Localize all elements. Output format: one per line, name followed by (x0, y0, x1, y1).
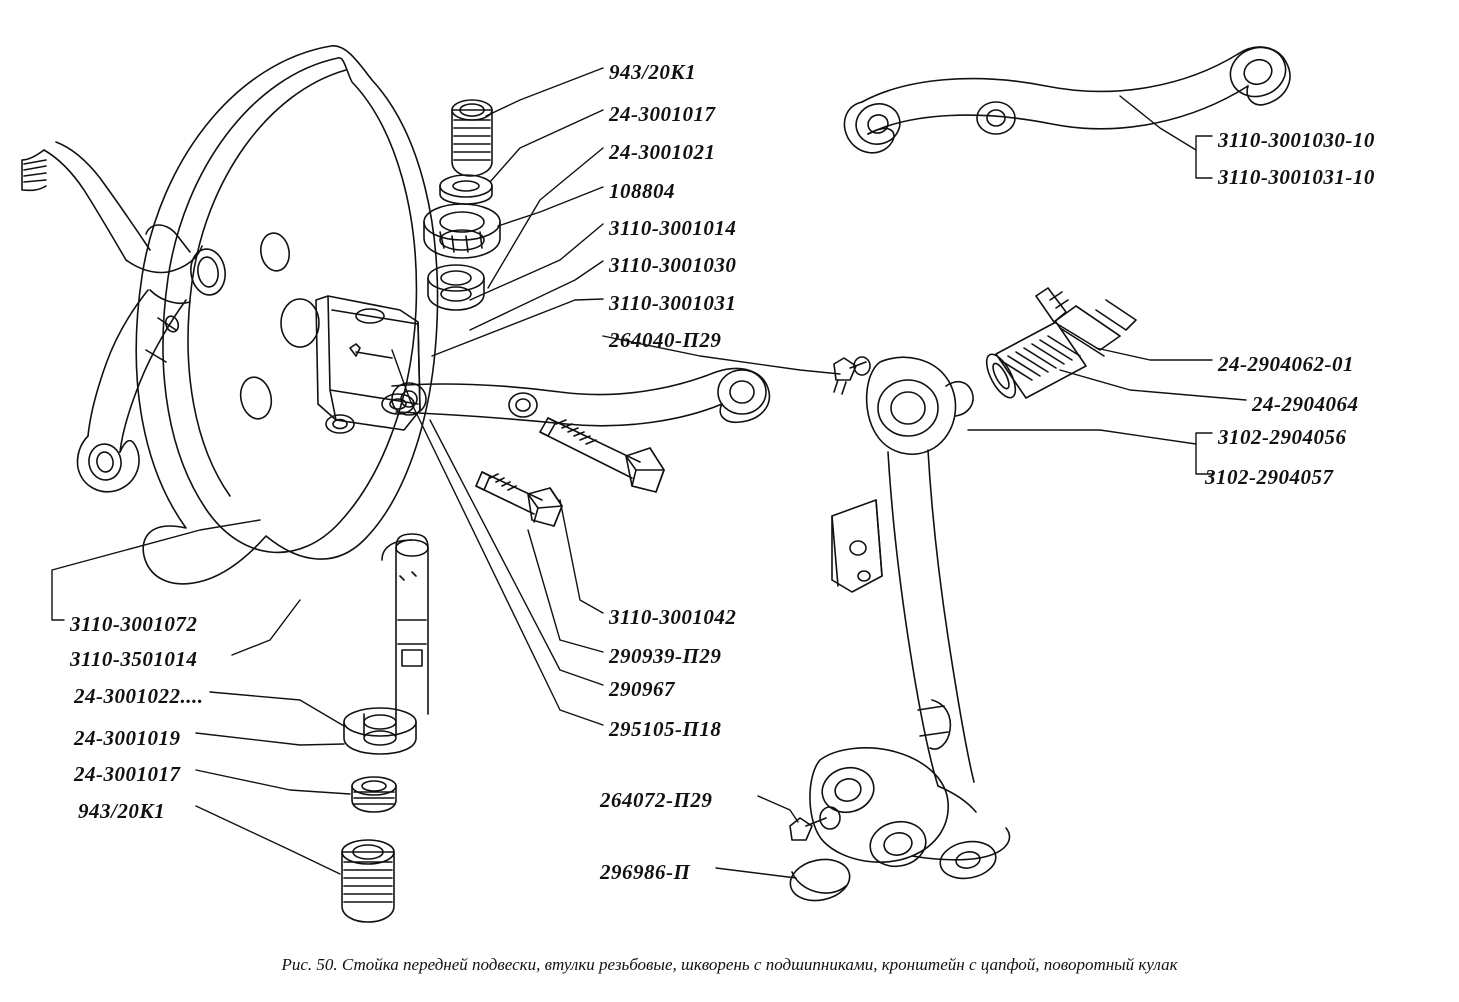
part-label-296986-p: 296986-П (600, 860, 691, 884)
figure-caption: Рис. 50. Стойка передней подвески, втулки резьбовые, шкворень с подшипниками, кронштейн с цапфой, поворотный кулак (281, 955, 1178, 974)
part-label-264040-p29: 264040-П29 (609, 328, 722, 352)
part-label-24-3001019: 24-3001019 (74, 726, 181, 750)
bolt-long (540, 418, 664, 492)
part-label-24-3001022: 24-3001022.... (74, 684, 204, 708)
upper-bushing-stack (424, 100, 500, 310)
part-label-24-3001021: 24-3001021 (609, 140, 716, 164)
bolt-short (476, 472, 562, 526)
part-label-24-2904064: 24-2904064 (1252, 392, 1359, 416)
part-label-295105-p18: 295105-П18 (609, 717, 722, 741)
part-label-264072-p29: 264072-П29 (600, 788, 713, 812)
steering-knuckle-assembly (22, 46, 438, 584)
part-label-3110-3001014: 3110-3001014 (609, 216, 737, 240)
part-label-3110-3001072: 3110-3001072 (70, 612, 198, 636)
part-label-290967: 290967 (609, 677, 675, 701)
part-label-24-3001017-bottom: 24-3001017 (74, 762, 181, 786)
part-label-943-20k1-bottom: 943/20К1 (78, 799, 166, 823)
part-label-24-3001017-top: 24-3001017 (609, 102, 716, 126)
part-label-3110-3001031-10: 3110-3001031-10 (1218, 165, 1375, 189)
part-label-3102-2904057: 3102-2904057 (1205, 465, 1334, 489)
part-label-3110-3001030-10: 3110-3001030-10 (1218, 128, 1375, 152)
part-label-3110-3001030: 3110-3001030 (609, 253, 737, 277)
steering-arm (392, 369, 769, 426)
king-pin-assembly (342, 534, 428, 922)
part-label-943-20k1-top: 943/20К1 (609, 60, 697, 84)
part-label-3110-3001031: 3110-3001031 (609, 291, 737, 315)
part-label-3102-2904056: 3102-2904056 (1218, 425, 1347, 449)
part-label-108804: 108804 (609, 179, 675, 203)
part-label-3110-3001042: 3110-3001042 (609, 605, 737, 629)
part-label-290939-p29: 290939-П29 (609, 644, 722, 668)
spindle-bracket (786, 357, 1009, 906)
part-label-3110-3501014: 3110-3501014 (70, 647, 198, 671)
part-label-24-2904062-01: 24-2904062-01 (1218, 352, 1354, 376)
